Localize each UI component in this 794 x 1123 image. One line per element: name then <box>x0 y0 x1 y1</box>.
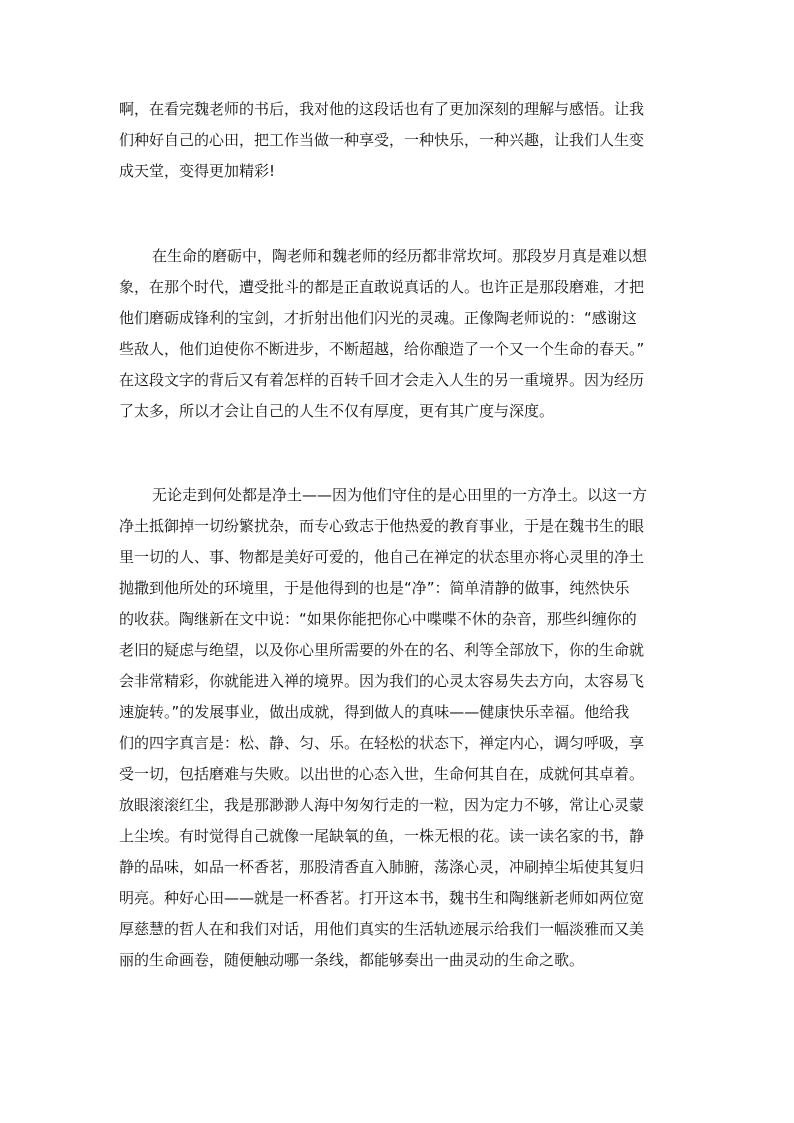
text-line: 受一切，包括磨难与失败。以出世的心态入世，生命何其自在，成就何其卓着。 <box>119 765 645 783</box>
text-line: 无论走到何处都是净土——因为他们守住的是心田里的一方净土。以这一方 <box>152 486 648 504</box>
text-line: 们的四字真言是：松、静、匀、乐。在轻松的状态下，禅定内心，调匀呼吸，享 <box>119 734 645 752</box>
text-line: 静的品味，如品一杯香茗，那股清香直入肺腑，荡涤心灵，冲刷掉尘垢使其复归 <box>119 858 645 876</box>
text-line: 上尘埃。有时觉得自己就像一尾缺氧的鱼，一株无根的花。读一读名家的书，静 <box>119 827 645 845</box>
paragraph-2 <box>119 241 686 427</box>
text-line: 在这段文字的背后又有着怎样的百转千回才会走入人生的另一重境界。因为经历 <box>119 371 645 389</box>
paragraph-1 <box>119 94 686 187</box>
text-line: 象，在那个时代，遭受批斗的都是正直敢说真话的人。也许正是那段磨难，才把 <box>119 278 645 296</box>
text-line: 啊，在看完魏老师的书后，我对他的这段话也有了更加深刻的理解与感悟。让我 <box>119 100 645 118</box>
text-line: 速旋转。”的发展事业，做出成就，得到做人的真味——健康快乐幸福。他给我 <box>119 703 630 721</box>
text-line: 里一切的人、事、物都是美好可爱的，他自己在禅定的状态里亦将心灵里的净土 <box>119 548 645 566</box>
text-line: 他们磨砺成锋利的宝剑，才折射出他们闪光的灵魂。正像陶老师说的：“感谢这 <box>119 309 637 327</box>
text-line: 厚慈慧的哲人在和我们对话，用他们真实的生活轨迹展示给我们一幅淡雅而又美 <box>119 920 645 938</box>
text-line: 在生命的磨砺中，陶老师和魏老师的经历都非常坎坷。那段岁月真是难以想 <box>152 247 648 265</box>
text-line: 了太多，所以才会让自己的人生不仅有厚度，更有其广度与深度。 <box>119 402 555 420</box>
text-line: 明亮。种好心田——就是一杯香茗。打开这本书，魏书生和陶继新老师如两位宽 <box>119 889 645 907</box>
text-line: 抛撒到他所处的环境里，于是他得到的也是“净”：简单清静的做事，纯然快乐 <box>119 579 630 597</box>
text-line: 们种好自己的心田，把工作当做一种享受，一种快乐，一种兴趣，让我们人生变 <box>119 131 645 149</box>
text-line: 的收获。陶继新在文中说：“如果你能把你心中喋喋不休的杂音，那些纠缠你的 <box>119 610 637 628</box>
text-line: 成天堂，变得更加精彩! <box>119 162 276 180</box>
text-line: 放眼滚滚红尘，我是那渺渺人海中匆匆行走的一粒，因为定力不够，常让心灵蒙 <box>119 796 645 814</box>
paragraph-3 <box>119 480 686 976</box>
text-line: 老旧的疑虑与绝望，以及你心里所需要的外在的名、利等全部放下，你的生命就 <box>119 641 645 659</box>
text-line: 净土抵御掉一切纷繁扰杂，而专心致志于他热爱的教育事业，于是在魏书生的眼 <box>119 517 645 535</box>
text-line: 丽的生命画卷，随便触动哪一条线，都能够奏出一曲灵动的生命之歌。 <box>119 951 585 969</box>
text-line: 些敌人，他们迫使你不断进步，不断超越，给你酿造了一个又一个生命的春天。” <box>119 340 645 358</box>
text-line: 会非常精彩，你就能进入禅的境界。因为我们的心灵太容易失去方向，太容易飞 <box>119 672 645 690</box>
